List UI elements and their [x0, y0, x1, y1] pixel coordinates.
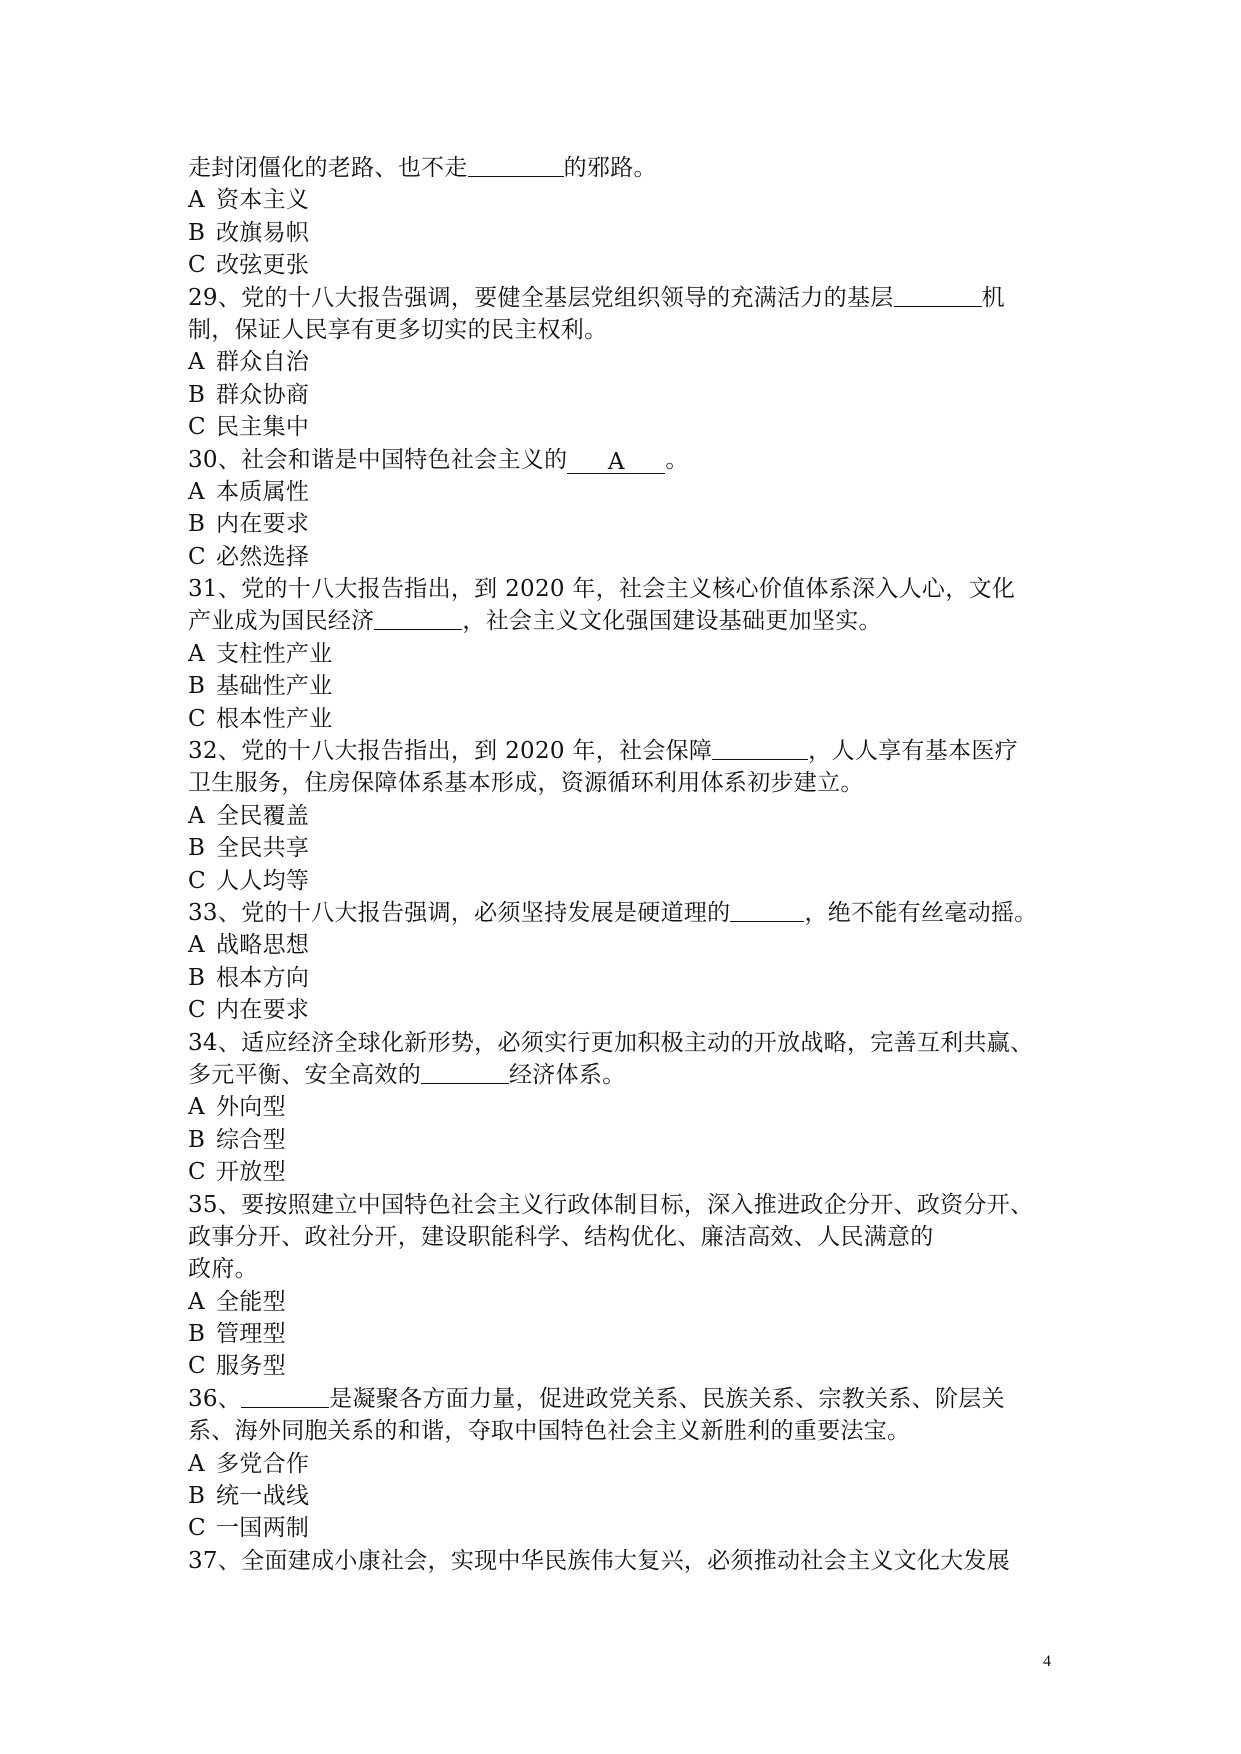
- filled-answer-blank: A: [567, 451, 665, 474]
- question-continuation: [188, 152, 1078, 184]
- answer-blank: [374, 607, 462, 630]
- question-29-line-2: 制，保证人民享有更多切实的民主权利。: [188, 316, 608, 343]
- option-b: [188, 832, 1078, 864]
- option-letter: C: [188, 705, 206, 732]
- option-letter: A: [188, 1288, 205, 1315]
- question-text: 。: [665, 446, 689, 473]
- option-text: 改旗易帜: [216, 219, 310, 246]
- option-c: [188, 541, 1078, 573]
- option-text: 群众自治: [216, 349, 310, 376]
- option-letter: C: [188, 1159, 206, 1186]
- option-text: 支柱性产业: [216, 640, 333, 667]
- question-32-line-2: 卫生服务，住房保障体系基本形成，资源循环利用体系初步建立。: [188, 770, 864, 797]
- option-c: [188, 1156, 1078, 1188]
- question-list: [188, 152, 1078, 1577]
- option-c: [188, 994, 1078, 1026]
- question-text: 32、党的十八大报告指出，到 2020 年，社会保障: [188, 738, 713, 765]
- option-a: [188, 800, 1078, 832]
- option-letter: B: [188, 835, 206, 862]
- question-text: ，社会主义文化强国建设基础更加坚实。: [462, 608, 882, 635]
- option-a: [188, 184, 1078, 216]
- option-letter: B: [188, 219, 206, 246]
- option-c: [188, 411, 1078, 443]
- page-number: 4: [1043, 1653, 1051, 1670]
- option-b: [188, 1318, 1078, 1350]
- question-text: 机: [981, 284, 1005, 311]
- question-31-line-2: [188, 605, 1078, 637]
- option-a: [188, 1448, 1078, 1480]
- option-letter: C: [188, 867, 206, 894]
- question-text: 走封闭僵化的老路、也不走: [188, 155, 468, 181]
- option-text: 根本性产业: [216, 705, 333, 732]
- option-letter: C: [188, 1353, 206, 1380]
- answer-blank: [730, 899, 804, 922]
- question-text: 多元平衡、安全高效的: [188, 1061, 421, 1088]
- option-text: 人人均等: [216, 867, 310, 894]
- answer-blank: [894, 284, 982, 307]
- option-text: 服务型: [216, 1353, 286, 1380]
- question-text: 的邪路。: [563, 155, 657, 181]
- option-text: 统一战线: [216, 1483, 310, 1510]
- option-text: 必然选择: [216, 543, 310, 570]
- question-35-line-2: 政事分开、政社分开，建设职能科学、结构优化、廉洁高效、人民满意的: [188, 1223, 934, 1250]
- option-text: 内在要求: [216, 997, 310, 1024]
- option-text: 资本主义: [216, 187, 310, 214]
- option-c: [188, 703, 1078, 735]
- answer-blank: [421, 1061, 509, 1084]
- option-letter: A: [188, 640, 205, 667]
- option-text: 综合型: [216, 1126, 286, 1153]
- question-text: 36、: [188, 1385, 242, 1412]
- question-text: ，人人享有基本医疗: [808, 738, 1018, 765]
- question-text: ，绝不能有丝毫动摇。: [804, 899, 1038, 926]
- option-letter: B: [188, 1321, 206, 1348]
- option-text: 开放型: [216, 1159, 286, 1186]
- option-text: 多党合作: [216, 1450, 310, 1477]
- option-letter: A: [188, 1450, 205, 1477]
- option-letter: B: [188, 1483, 206, 1510]
- option-b: [188, 379, 1078, 411]
- option-a: [188, 929, 1078, 961]
- option-c: [188, 249, 1078, 281]
- option-text: 本质属性: [216, 478, 310, 505]
- option-text: 民主集中: [216, 414, 310, 441]
- option-letter: A: [188, 1094, 205, 1121]
- question-text: 30、社会和谐是中国特色社会主义的: [188, 446, 568, 473]
- question-34-line-2: [188, 1059, 1078, 1091]
- option-letter: C: [188, 252, 206, 279]
- option-letter: A: [188, 932, 205, 959]
- option-text: 全民覆盖: [216, 802, 310, 829]
- question-text: 产业成为国民经济: [188, 608, 375, 635]
- option-c: [188, 865, 1078, 897]
- option-text: 战略思想: [216, 932, 310, 959]
- option-text: 外向型: [216, 1094, 286, 1121]
- option-letter: C: [188, 1515, 206, 1542]
- question-text: 经济体系。: [509, 1061, 626, 1088]
- option-letter: A: [188, 802, 205, 829]
- option-letter: A: [188, 478, 205, 505]
- question-text: 29、党的十八大报告强调，要健全基层党组织领导的充满活力的基层: [188, 284, 894, 311]
- option-text: 根本方向: [216, 964, 310, 991]
- question-32: [188, 735, 1078, 767]
- option-a: [188, 1091, 1078, 1123]
- option-letter: B: [188, 673, 206, 700]
- question-35: 35、要按照建立中国特色社会主义行政体制目标，深入推进政企分开、政资分开、: [188, 1191, 1034, 1218]
- question-33: [188, 897, 1078, 929]
- option-text: 基础性产业: [216, 673, 333, 700]
- option-text: 全民共享: [216, 835, 310, 862]
- option-b: [188, 217, 1078, 249]
- answer-blank: [468, 154, 564, 177]
- option-b: [188, 962, 1078, 994]
- answer-blank: [712, 737, 808, 760]
- option-letter: C: [188, 997, 206, 1024]
- option-text: 全能型: [216, 1288, 286, 1315]
- option-text: 一国两制: [216, 1515, 310, 1542]
- option-letter: B: [188, 381, 206, 408]
- option-letter: B: [188, 1126, 206, 1153]
- option-c: [188, 1350, 1078, 1382]
- option-a: [188, 638, 1078, 670]
- option-a: [188, 476, 1078, 508]
- option-letter: C: [188, 543, 206, 570]
- question-30: [188, 444, 1078, 476]
- option-text: 群众协商: [216, 381, 310, 408]
- option-a: [188, 1286, 1078, 1318]
- question-36-line-2: 系、海外同胞关系的和谐，夺取中国特色社会主义新胜利的重要法宝。: [188, 1418, 911, 1445]
- question-35-line-3: 政府。: [188, 1256, 258, 1283]
- option-b: [188, 508, 1078, 540]
- question-29: [188, 282, 1078, 314]
- option-b: [188, 1124, 1078, 1156]
- option-text: 改弦更张: [216, 252, 310, 279]
- option-letter: A: [188, 349, 205, 376]
- option-letter: B: [188, 511, 206, 538]
- option-b: [188, 670, 1078, 702]
- option-text: 内在要求: [216, 511, 310, 538]
- option-letter: B: [188, 964, 206, 991]
- question-36: [188, 1383, 1078, 1415]
- question-37: 37、全面建成小康社会，实现中华民族伟大复兴，必须推动社会主义文化大发展: [188, 1547, 1011, 1574]
- option-letter: A: [188, 187, 205, 214]
- question-31: 31、党的十八大报告指出，到 2020 年，社会主义核心价值体系深入人心，文化: [188, 576, 1016, 603]
- question-text: 是凝聚各方面力量，促进政党关系、民族关系、宗教关系、阶层关: [329, 1385, 1005, 1412]
- question-34: 34、适应经济全球化新形势，必须实行更加积极主动的开放战略，完善互利共赢、: [188, 1029, 1034, 1056]
- option-letter: C: [188, 414, 206, 441]
- option-text: 管理型: [216, 1321, 286, 1348]
- question-text: 33、党的十八大报告强调，必须坚持发展是硬道理的: [188, 899, 731, 926]
- option-b: [188, 1480, 1078, 1512]
- option-a: [188, 346, 1078, 378]
- answer-blank: [241, 1385, 329, 1408]
- option-c: [188, 1512, 1078, 1544]
